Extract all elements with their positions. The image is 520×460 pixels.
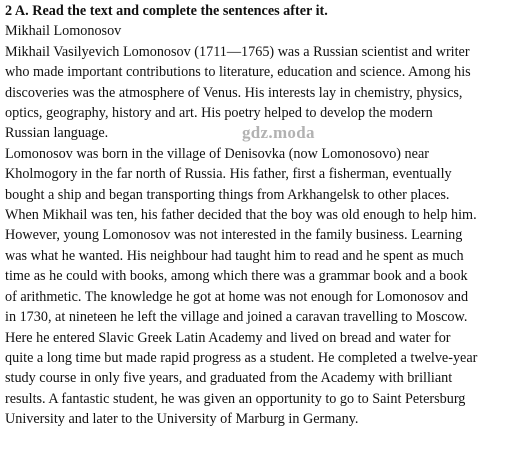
text-line: optics, geography, history and art. His poetry helped to develop the modern xyxy=(5,105,433,122)
text-line: time as he could with books, among which there was a grammar book and a book xyxy=(5,268,468,285)
text-line: Russian language. xyxy=(5,125,109,142)
watermark: gdz.moda xyxy=(242,123,315,142)
text-line: bought a ship and began transporting things from Arkhangelsk to other places. xyxy=(5,186,450,203)
text-line: who made important contributions to literature, education and science. Among his xyxy=(5,64,471,81)
text-line: results. A fantastic student, he was given an opportunity to go to Saint Petersburg xyxy=(5,390,466,407)
text-line: When Mikhail was ten, his father decided that the boy was old enough to help him. xyxy=(5,207,477,224)
paragraph-2 xyxy=(5,144,517,430)
text-line: Lomonosov was born in the village of Denisovka (now Lomonosovo) near xyxy=(5,145,429,162)
paragraph-1 xyxy=(5,42,517,144)
text-line: Here he entered Slavic Greek Latin Academy and lived on bread and water for xyxy=(5,329,451,346)
text-line: in 1730, at nineteen he left the village and joined a caravan travelling to Moscow. xyxy=(5,309,468,326)
text-line: of arithmetic. The knowledge he got at home was not enough for Lomonosov and xyxy=(5,288,469,305)
text-line: Mikhail Vasilyevich Lomonosov (1711—1765) was a Russian scientist and writer xyxy=(5,43,470,60)
text-line: study course in only five years, and graduated from the Academy with brilliant xyxy=(5,370,453,387)
text-line: University and later to the University of Marburg in Germany. xyxy=(5,411,359,428)
text-line: Kholmogory in the far north of Russia. His father, first a fisherman, eventually xyxy=(5,166,452,183)
article-title: Mikhail Lomonosov xyxy=(5,23,122,40)
text-line: discoveries was the atmosphere of Venus. His interests lay in chemistry, physics, xyxy=(5,84,463,101)
task-heading: 2 A. Read the text and complete the sentences after it. xyxy=(5,3,328,19)
text-line: quite a long time but made rapid progress as a student. He completed a twelve-year xyxy=(5,349,478,366)
text-line: However, young Lomonosov was not interested in the family business. Learning xyxy=(5,227,463,244)
text-line: was what he wanted. His neighbour had taught him to read and he spent as much xyxy=(5,247,464,264)
document-page xyxy=(5,1,517,430)
